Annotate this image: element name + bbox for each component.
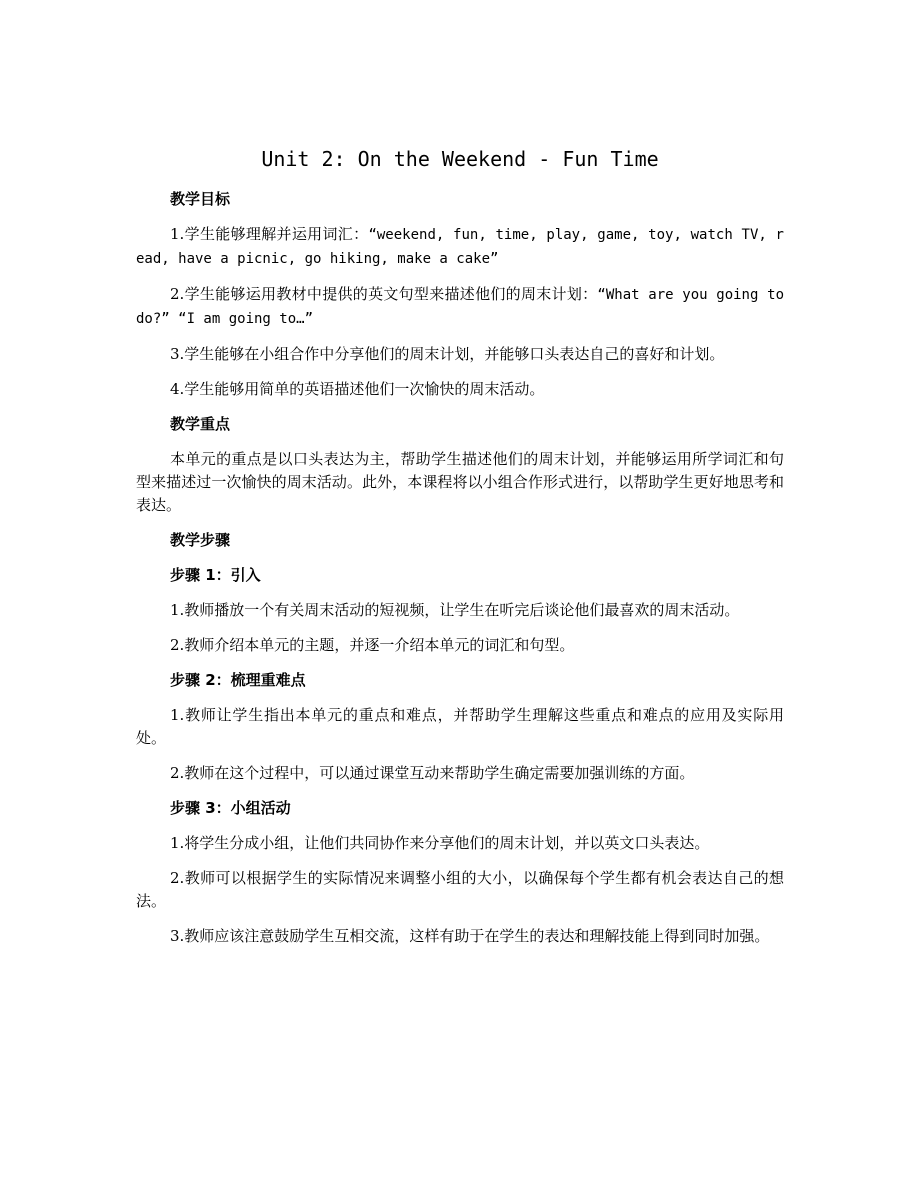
key-points-heading: 教学重点 bbox=[170, 415, 231, 433]
objective-item-1: 1.学生能够理解并运用词汇：“weekend, fun, time, play, game, toy, watch TV, read, have a picnic, go hiking, make a cake” bbox=[136, 225, 784, 267]
step3-heading: 步骤 3：小组活动 bbox=[170, 799, 291, 817]
steps-heading: 教学步骤 bbox=[170, 531, 231, 549]
step2-heading: 步骤 2：梳理重难点 bbox=[170, 671, 306, 689]
step1-heading: 步骤 1：引入 bbox=[170, 566, 261, 584]
step3-item-3: 3.教师应该注意鼓励学生互相交流，这样有助于在学生的表达和理解技能上得到同时加强。 bbox=[170, 927, 770, 945]
key-points-text: 本单元的重点是以口头表达为主，帮助学生描述他们的周末计划，并能够运用所学词汇和句型来描述过一次愉快的周末活动。此外，本课程将以小组合作形式进行，以帮助学生更好地思考和表达。 bbox=[136, 450, 784, 514]
step2-item-2: 2.教师在这个过程中，可以通过课堂互动来帮助学生确定需要加强训练的方面。 bbox=[170, 764, 695, 782]
step3-item-1: 1.将学生分成小组，让他们共同协作来分享他们的周末计划，并以英文口头表达。 bbox=[170, 834, 710, 852]
objective-item-4: 4.学生能够用简单的英语描述他们一次愉快的周末活动。 bbox=[170, 380, 545, 398]
objective-item-2: 2.学生能够运用教材中提供的英文句型来描述他们的周末计划：“What are you going to do?” “I am going to…” bbox=[136, 285, 784, 327]
step1-item-2: 2.教师介绍本单元的主题，并逐一介绍本单元的词汇和句型。 bbox=[170, 636, 575, 654]
objective-item-3: 3.学生能够在小组合作中分享他们的周末计划，并能够口头表达自己的喜好和计划。 bbox=[170, 345, 725, 363]
step3-item-2: 2.教师可以根据学生的实际情况来调整小组的大小，以确保每个学生都有机会表达自己的想法。 bbox=[136, 869, 784, 910]
objectives-heading: 教学目标 bbox=[170, 190, 231, 208]
document-page bbox=[136, 142, 784, 960]
document-title: Unit 2: On the Weekend - Fun Time bbox=[261, 147, 659, 171]
step2-item-1: 1.教师让学生指出本单元的重点和难点，并帮助学生理解这些重点和难点的应用及实际用处。 bbox=[136, 706, 784, 747]
step1-item-1: 1.教师播放一个有关周末活动的短视频，让学生在听完后谈论他们最喜欢的周末活动。 bbox=[170, 601, 740, 619]
